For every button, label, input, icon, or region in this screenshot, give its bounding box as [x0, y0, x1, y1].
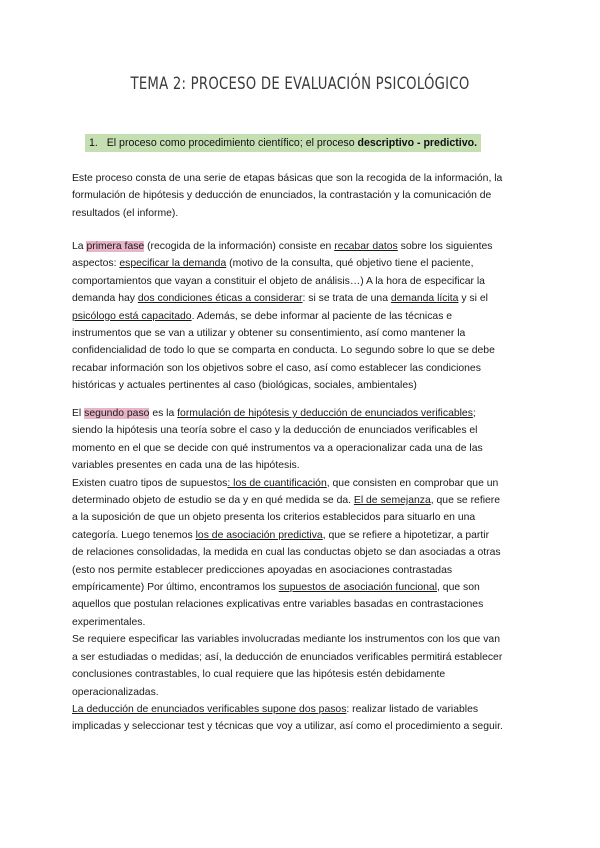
text-line: recabar información son los objetivos sobre el caso, así como establecer las condiciones — [72, 362, 481, 374]
text-line: psicólogo está capacitado. Además, se debe informar al paciente de las técnicas e — [72, 310, 453, 322]
intro-paragraph — [72, 170, 532, 222]
text-line: conclusiones contrastables, lo cual requiere que las hipótesis estén debidamente — [72, 669, 446, 681]
text-line: empíricamente) Por último, encontramos los supuestos de asociación funcional, que son — [72, 582, 480, 594]
text-line: El segundo paso es la formulación de hipótesis y deducción de enunciados verificables; — [72, 408, 476, 419]
paragraph-first-phase — [72, 238, 532, 395]
text-line: aquellos que postulan relaciones explicativas entre variables basadas en contrastaciones — [72, 599, 484, 611]
text-line: implicadas y seleccionar test y técnicas que voy a utilizar, así como el procedimiento a seguir. — [72, 721, 503, 733]
text-line: resultados (el informe). — [72, 207, 179, 219]
text-line: momento en el que se decide con qué instrumentos va a operacionalizar cada una de las — [72, 442, 483, 454]
text-line: Existen cuatro tipos de supuestos: los de cuantificación, que consisten en comprobar que un — [72, 477, 499, 489]
paragraph-second-step — [72, 405, 532, 736]
text-line: a ser estudiadas o medidas; así, la deducción de enunciados verificables permitirá establecer — [72, 651, 503, 663]
section-heading-text: El proceso como procedimiento científico; el proceso — [106, 137, 358, 149]
text-line: históricas y actuales pertinentes al caso (biológicas, sociales, ambientales) — [72, 380, 417, 392]
text-line: siendo la hipótesis una teoría sobre el caso y la deducción de enunciados verificables el — [72, 425, 478, 437]
highlight-segundo-paso: segundo paso — [84, 408, 150, 419]
text-line: formulación de hipótesis y deducción de enunciados, la contrastación y la comunicación de — [72, 190, 492, 202]
text-line: demanda hay dos condiciones éticas a considerar: si se trata de una demanda lícita y si el — [72, 293, 488, 305]
section-heading-bold: descriptivo - predictivo. — [357, 137, 478, 149]
text-line: Este proceso consta de una serie de etapas básicas que son la recogida de la información, la — [72, 173, 503, 184]
text-line: instrumentos que se van a utilizar y obtener su consentimiento, así como mantener la — [72, 328, 466, 340]
text-line: categoría. Luego tenemos los de asociación predictiva, que se refiere a hipotetizar, a partir — [72, 529, 490, 541]
page-title: TEMA 2: PROCESO DE EVALUACIÓN PSICOLÓGICO — [130, 74, 470, 94]
text-line: aspectos: especificar la demanda (motivo de la consulta, qué objetivo tiene el paciente, — [72, 258, 474, 270]
text-line: experimentales. — [72, 616, 146, 628]
text-line: La deducción de enunciados verificables supone dos pasos: realizar listado de variables — [72, 703, 479, 715]
text-line: a la suposición de que un objeto presenta los criterios establecidos para situarlo en una — [72, 512, 476, 524]
text-line: de relaciones consolidadas, la medida en cual las conductas objeto se dan asociadas a otras — [72, 547, 501, 559]
text-line: confidencialidad de todo lo que se comparta en conducta. Lo segundo sobre lo que se debe — [72, 345, 495, 357]
text-line: (esto nos permite establecer predicciones apoyadas en asociaciones contrastadas — [72, 564, 453, 576]
text-line: determinado objeto de estudio se da y en qué medida se da. El de semejanza, que se refiere — [72, 495, 501, 507]
text-line: variables presentes en cada una de las hipótesis. — [72, 460, 300, 472]
highlight-primera-fase: primera fase — [86, 241, 145, 252]
section-heading — [85, 134, 481, 152]
text-line: operacionalizadas. — [72, 686, 159, 698]
text-line: comportamientos que vayan a constituir el objeto de análisis…) A la hora de especificar la — [72, 275, 485, 287]
text-line: Se requiere especificar las variables involucradas mediante los instrumentos con los que van — [72, 634, 500, 646]
text-line: La primera fase (recogida de la información) consiste en recabar datos sobre los siguientes — [72, 241, 493, 252]
section-number: 1. — [89, 137, 98, 149]
